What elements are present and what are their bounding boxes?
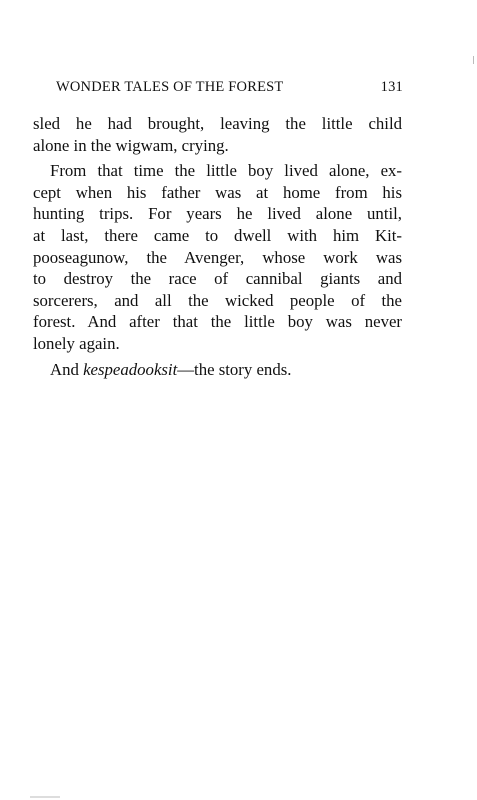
bottom-mark: [30, 796, 60, 798]
closing-rest: —the story ends.: [177, 359, 292, 379]
running-title: WONDER TALES OF THE FOREST: [56, 79, 284, 95]
text-line: at last, there came to dwell with him Kit-: [33, 225, 402, 245]
text-line: to destroy the race of cannibal giants and: [33, 269, 402, 289]
text-line: alone in the wigwam, crying.: [33, 135, 229, 155]
page-number: 131: [380, 79, 403, 95]
running-head: [56, 79, 403, 99]
closing-lead: And: [50, 359, 84, 379]
text-line: forest. And after that the little boy was never: [33, 312, 402, 332]
edge-mark: [473, 56, 474, 64]
closing-line: [33, 359, 402, 381]
text-line: cept when his father was at home from his: [33, 182, 402, 202]
text-line: pooseagunow, the Avenger, whose work was: [33, 247, 402, 267]
text-line: lonely again.: [33, 333, 120, 353]
text-line: sorcerers, and all the wicked people of the: [33, 290, 402, 310]
text-line: sled he had brought, leaving the little child: [33, 114, 402, 133]
closing-italic-word: kespeadooksit: [83, 359, 178, 379]
text-line: From that time the little boy lived alone, ex-: [50, 161, 402, 181]
text-line: hunting trips. For years he lived alone until,: [33, 204, 402, 224]
body-text: [33, 113, 402, 380]
